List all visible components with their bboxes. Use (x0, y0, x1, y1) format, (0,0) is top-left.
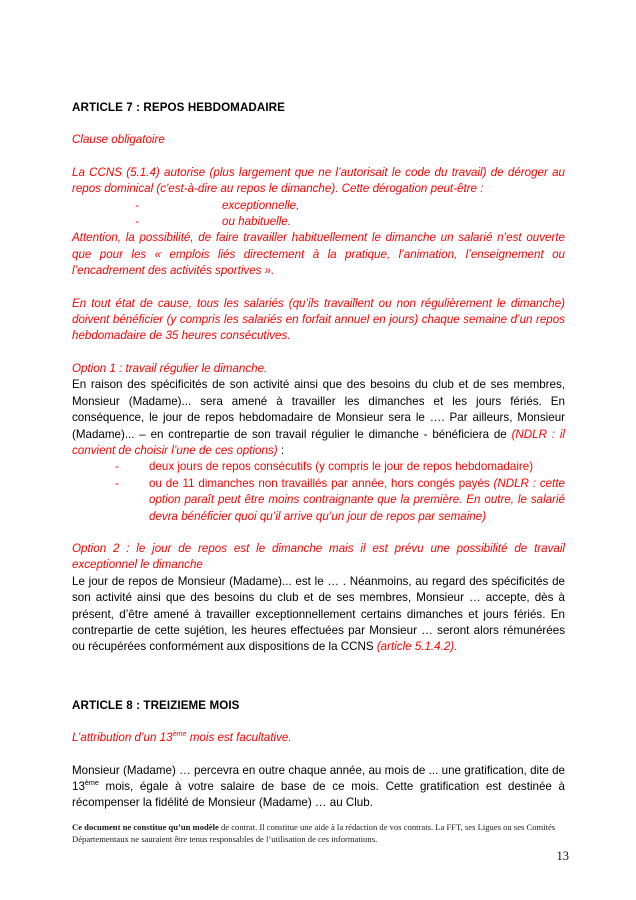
option-2-title: Option 2 : le jour de repos est le dimanche mais il est prévu une possibilité de travail exceptionnel le dimanche (72, 541, 565, 572)
spacer (72, 116, 565, 132)
document-content (72, 100, 565, 812)
note-text-b: mois est facultative. (186, 731, 292, 745)
spacer (72, 747, 565, 763)
treizieme-mois-note (72, 730, 565, 746)
option-1-title: Option 1 : travail régulier le dimanche. (72, 361, 268, 375)
page-footer (72, 821, 569, 863)
list-item-label (149, 476, 565, 525)
option-1-body-text-b: : (277, 443, 285, 457)
bullet-dash-icon: - (135, 198, 139, 212)
body-text-b: mois, égale à votre salaire de base de ce mois. Cette gratification est destinée à récompenser la fidélité de Monsieur (Madame) … au Club. (72, 780, 565, 810)
list-item-label: ou habituelle. (222, 215, 291, 229)
article-7-heading: ARTICLE 7 : REPOS HEBDOMADAIRE (72, 101, 285, 114)
footer-disclaimer (72, 821, 569, 846)
option-1-body-text-a: En raison des spécificités de son activité ainsi que des besoins du club et de ses membres, Monsieur (Madame)... sera amené à travailler les dimanches et les jours fériés. En conséquence, le jour de repos hebdomadaire de Monsieur sera le …. Par ailleurs, Monsieur (Madame)... – en contrepartie de son travail régulier le dimanche - bénéficiera de (72, 378, 565, 441)
spacer (72, 656, 565, 698)
en-tout-etat-de-cause-paragraph: En tout état de cause, tous les salariés (qu’ils travaillent ou non régulièrement le dimanche) doivent bénéficier (y compris les salariés en forfait annuel en jours) chaque semaine d’un repos hebdomadaire de 35 heures consécutives. (72, 296, 565, 343)
spacer (72, 525, 565, 541)
list-item-label: exceptionnelle, (222, 198, 300, 212)
derogation-list (72, 198, 565, 231)
ccns-intro-paragraph: La CCNS (5.1.4) autorise (plus largement que ne l’autorisait le code du travail) de déroger au repos dominical (c'est-à-dire au repos le dimanche). Cette dérogation peut-être : (72, 165, 565, 196)
option-2-body-text: Le jour de repos de Monsieur (Madame)... est le … . Néanmoins, au regard des spécificités de son activité ainsi que des besoins du club et de ses membres, Monsieur … accepte, dès à présent, d’être amené à travailler exceptionnellement certains dimanches et jours fériés. En contrepartie de cette sujétion, les heures effectuées par Monsieur … seront alors rémunérées ou récupérées conformément aux dispositions de la CCNS (72, 574, 565, 654)
article-8-heading: ARTICLE 8 : TREIZIEME MOIS (72, 698, 240, 712)
ordinal-suffix: ème (172, 729, 187, 739)
option-1-choices-list (72, 459, 565, 525)
body-text-a: Monsieur (Madame) … percevra en outre chaque année, au mois de ... une gratification, dite de 13 (72, 763, 565, 793)
footer-disclaimer-strong: Ce document ne constitue qu’un modèle (72, 822, 219, 832)
spacer (72, 280, 565, 296)
option-2-body (72, 574, 565, 656)
spacer (72, 714, 565, 730)
clause-obligatoire-label: Clause obligatoire (72, 133, 165, 147)
list-item (72, 214, 565, 230)
treizieme-mois-body (72, 763, 565, 812)
bullet-dash-icon: - (115, 460, 119, 474)
bullet-dash-icon: - (135, 215, 139, 229)
option-1-ndlr-note: (NDLR : il convient de choisir l’une de ces options) (72, 427, 565, 457)
bullet-dash-icon: - (115, 476, 119, 490)
footer-disclaimer-rest: de contrat. Il constitue une aide à la rédaction de vos contrats. La FFT, ses Ligues ou ses Comités Départementaux ne sauraient être tenus responsables de l’utilisation de ces informations. (72, 822, 556, 845)
list-item (72, 198, 565, 214)
list-item (72, 476, 565, 525)
note-text-a: L’attribution d’un 13 (72, 731, 173, 745)
option-1-body (72, 377, 565, 459)
list-item-text: ou de 11 dimanches non travaillés par année, hors congés payés (149, 476, 494, 490)
list-item (72, 459, 565, 475)
spacer (72, 149, 565, 165)
spacer (72, 345, 565, 361)
ordinal-suffix: ème (84, 778, 99, 788)
ccns-article-reference: (article 5.1.4.2). (376, 640, 458, 654)
page-number: 13 (556, 849, 569, 863)
list-item-label: deux jours de repos consécutifs (y compris le jour de repos hebdomadaire) (149, 460, 534, 474)
attention-paragraph: Attention, la possibilité, de faire travailler habituellement le dimanche un salarié n’est ouverte que pour les « emplois liés directement à la pratique, l’animation, l’enseignement ou l’encadrement des activités sportives ». (72, 231, 565, 278)
list-item-ndlr-note: (NDLR : cette option paraît peut être moins contraignante que la première. En outre, le salarié devra bénéficier quoi qu’il arrive qu’un jour de repos par semaine) (149, 476, 565, 523)
